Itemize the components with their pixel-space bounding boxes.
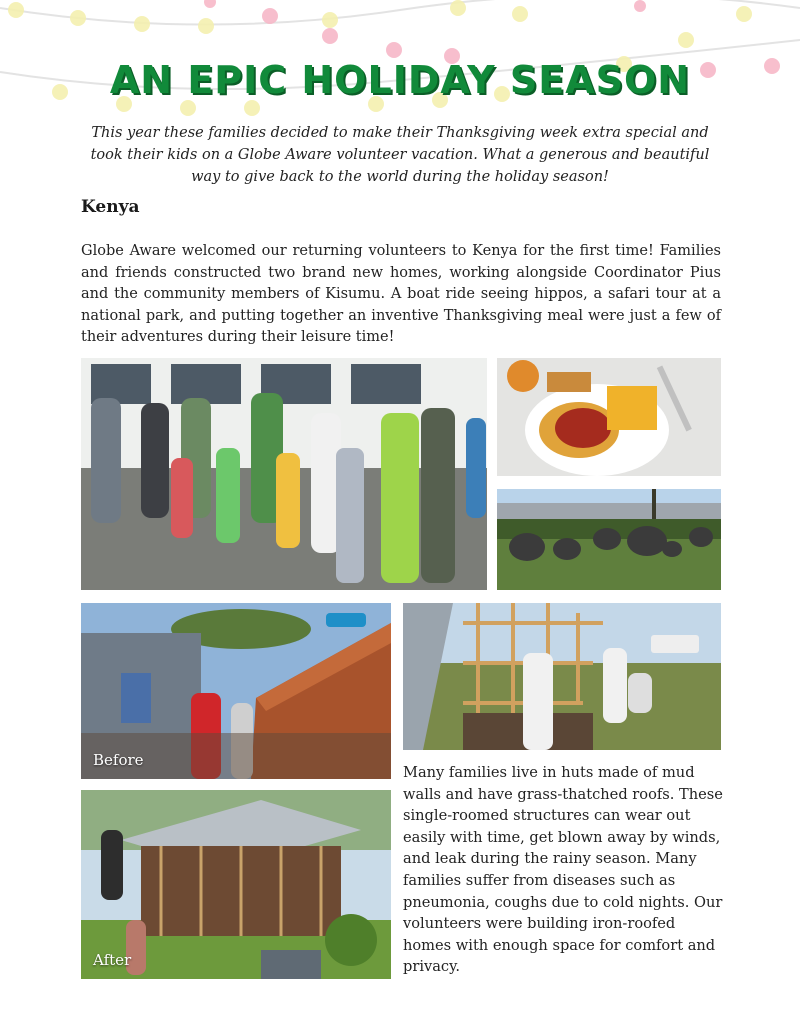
after-house-photo [81,790,391,979]
thanksgiving-meal-photo [497,358,721,476]
construction-frame-photo [403,603,721,750]
housing-paragraph: Many families live in huts made of mud walls and have grass-thatched roofs. These single-roomed structures can wear out easily with time, get blown away by winds, and leak during the rainy season. Many families suffer from diseases such as pneumonia, coughs due to cold nights. Our volunteers were building iron-roofed homes with enough space for comfort and privacy. [403,764,723,976]
elephants-safari-photo [497,489,721,590]
before-caption: Before [93,751,144,769]
page-title: AN EPIC HOLIDAY SEASON [109,58,691,102]
before-house-photo [81,603,391,779]
group-photo-bus [81,358,487,590]
intro-paragraph: This year these families decided to make their Thanksgiving week extra special and took their kids on a Globe Aware volunteer vacation. What a generous and beautiful way to give back to the world during the holiday season! [90,125,710,185]
after-caption: After [93,951,132,969]
kenya-body-paragraph: Globe Aware welcomed our returning volunteers to Kenya for the first time! Families and friends constructed two brand new homes, working alongside Coordinator Pius and the community members of Kisumu. A boat ride seeing hippos, a safari tour at a national park, and putting together an inventive Thanksgiving meal were just a few of their adventures during their leisure time! [81,243,721,345]
section-heading-kenya: Kenya [81,197,140,217]
